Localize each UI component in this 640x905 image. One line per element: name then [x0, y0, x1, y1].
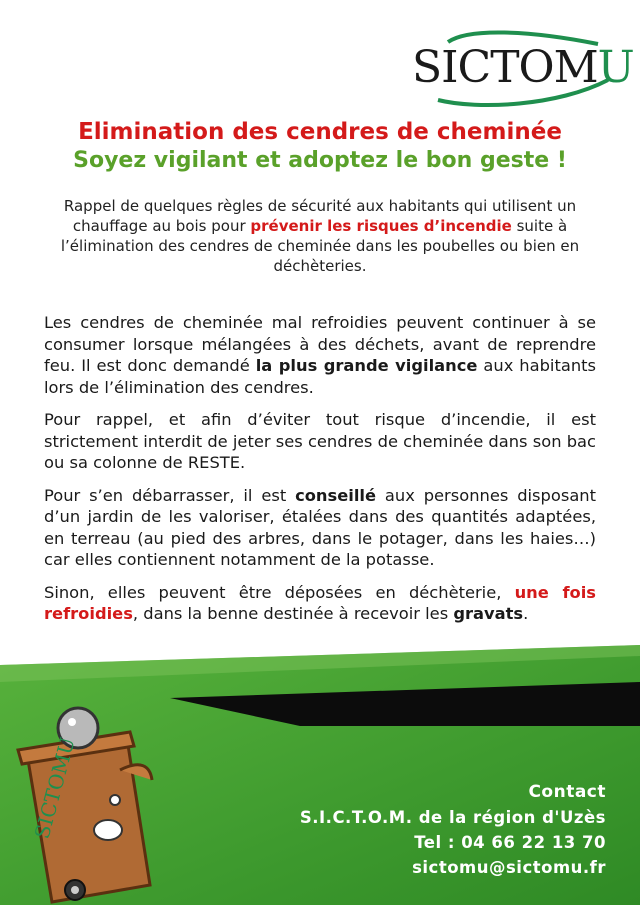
sictomu-logo: [408, 30, 634, 115]
contact-organization: S.I.C.T.O.M. de la région d'Uzès: [299, 808, 606, 827]
paragraph-1: Les cendres de cheminée mal refroidies peuvent continuer à se consumer lorsque mélangées à des déchets, avant de reprendre feu. Il est donc demandé la plus grande vigilance aux habitants lors de l’élimination des cendres.: [44, 313, 597, 397]
contact-phone[interactable]: Tel : 04 66 22 13 70: [414, 833, 606, 852]
contact-email[interactable]: sictomu@sictomu.fr: [412, 858, 606, 877]
paragraph-3: Pour s’en débarrasser, il est conseillé aux personnes disposant d’un jardin de les valoriser, étalées dans des quantités adaptées, en terreau (au pied des arbres, dans le potager, dans les haies…) car elles contiennent notamment de la potasse.: [44, 485, 596, 569]
bin-label-text: SICTOMU: [29, 734, 80, 842]
intro-text: Rappel de quelques règles de sécurité aux habitants qui utilisent un chauffage au bois pour prévenir les risques d’incendie suite à l’élimination des cendres de cheminée dans les poubelles ou bien en déchèteries.: [60, 197, 580, 275]
contact-heading: Contact: [528, 782, 606, 802]
compost-bin-mascot-icon: [0, 690, 190, 905]
page-title: Elimination des cendres de cheminée: [78, 119, 562, 145]
intro-highlight: prévenir les risques d’incendie: [250, 217, 512, 235]
contact-block: [300, 780, 606, 880]
logo-text: SICTOMU: [412, 42, 634, 93]
body-text: [44, 312, 596, 636]
paragraph-2: Pour rappel, et afin d’éviter tout risque d’incendie, il est strictement interdit de jeter ses cendres de cheminée dans son bac ou sa colonne de RESTE.: [44, 410, 596, 472]
page-subtitle: Soyez vigilant et adoptez le bon geste !: [73, 148, 567, 173]
paragraph-4: Sinon, elles peuvent être déposées en déchèterie, une fois refroidies, dans la benne destinée à recevoir les gravats.: [44, 582, 597, 623]
